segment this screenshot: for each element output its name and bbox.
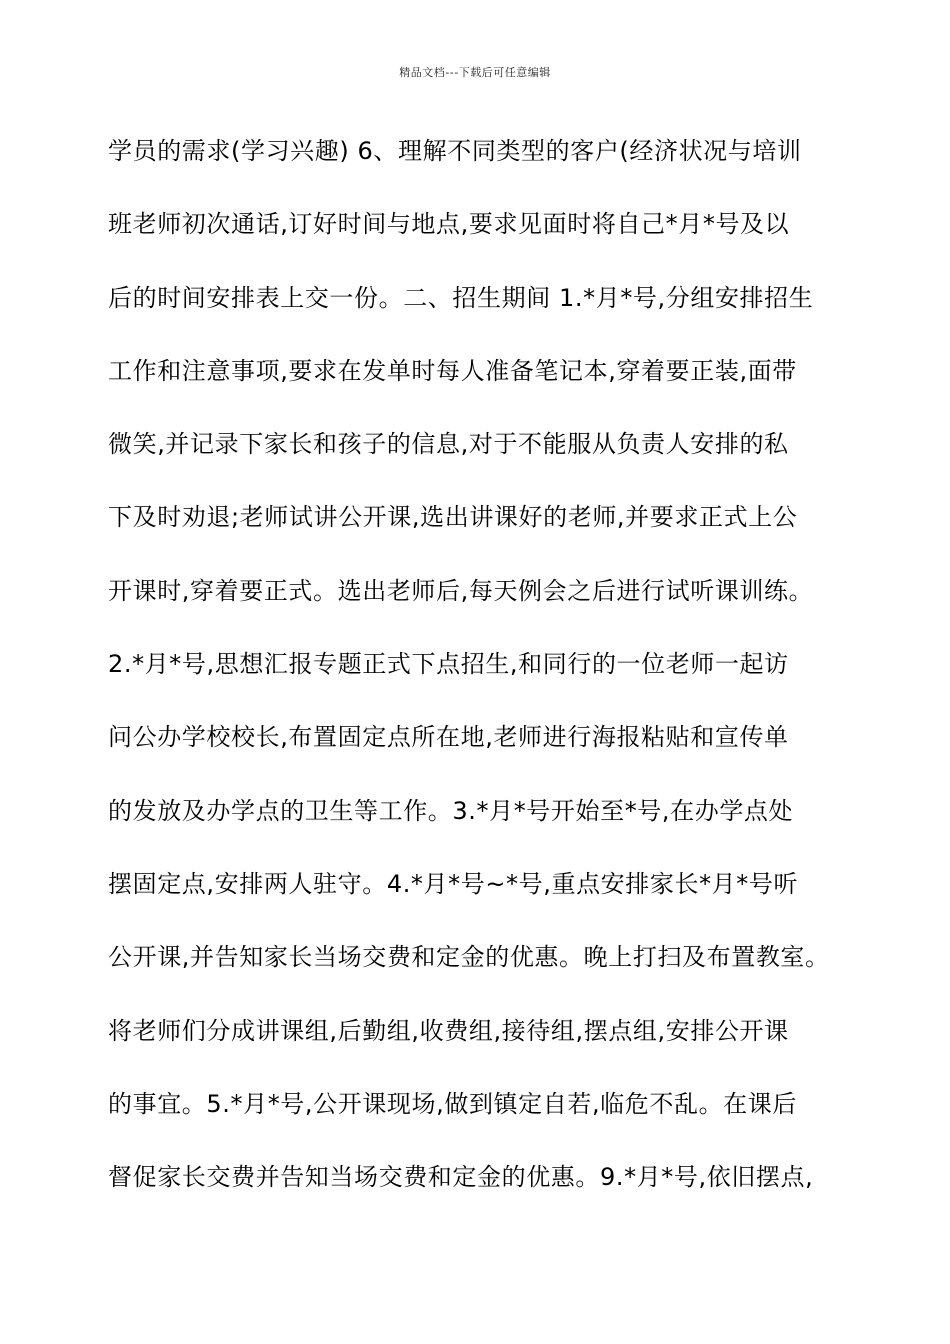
page-header: 精品文档---下载后可任意编辑 bbox=[399, 66, 551, 79]
text-line: 后的时间安排表上交一份。二、招生期间 1.*月*号,分组安排招生 bbox=[108, 283, 814, 312]
text-line: 开课时,穿着要正式。选出老师后,每天例会之后进行试听课训练。 bbox=[108, 576, 814, 605]
text-line: 公开课,并告知家长当场交费和定金的优惠。晚上打扫及布置教室。 bbox=[108, 943, 830, 972]
text-line: 2.*月*号,思想汇报专题正式下点招生,和同行的一位老师一起访 bbox=[108, 650, 789, 679]
text-line: 问公办学校校长,布置固定点所在地,老师进行海报粘贴和宣传单 bbox=[108, 723, 789, 752]
body-text bbox=[108, 128, 888, 1227]
text-line: 摆固定点,安排两人驻守。4.*月*号~*号,重点安排家长*月*号听 bbox=[108, 869, 799, 898]
text-line: 下及时劝退;老师试讲公开课,选出讲课好的老师,并要求正式上公 bbox=[108, 503, 798, 532]
text-line: 微笑,并记录下家长和孩子的信息,对于不能服从负责人安排的私 bbox=[108, 430, 789, 459]
text-line: 的发放及办学点的卫生等工作。3.*月*号开始至*号,在办学点处 bbox=[108, 796, 794, 825]
text-line: 学员的需求(学习兴趣) 6、理解不同类型的客户(经济状况与培训 bbox=[108, 137, 802, 165]
text-line: 工作和注意事项,要求在发单时每人准备笔记本,穿着要正装,面带 bbox=[108, 356, 797, 385]
text-line: 将老师们分成讲课组,后勤组,收费组,接待组,摆点组,安排公开课 bbox=[108, 1016, 789, 1045]
text-line: 班老师初次通话,订好时间与地点,要求见面时将自己*月*号及以 bbox=[108, 210, 790, 239]
text-line: 的事宜。5.*月*号,公开课现场,做到镇定自若,临危不乱。在课后 bbox=[108, 1089, 797, 1118]
text-line: 督促家长交费并告知当场交费和定金的优惠。9.*月*号,依旧摆点, bbox=[108, 1163, 814, 1192]
